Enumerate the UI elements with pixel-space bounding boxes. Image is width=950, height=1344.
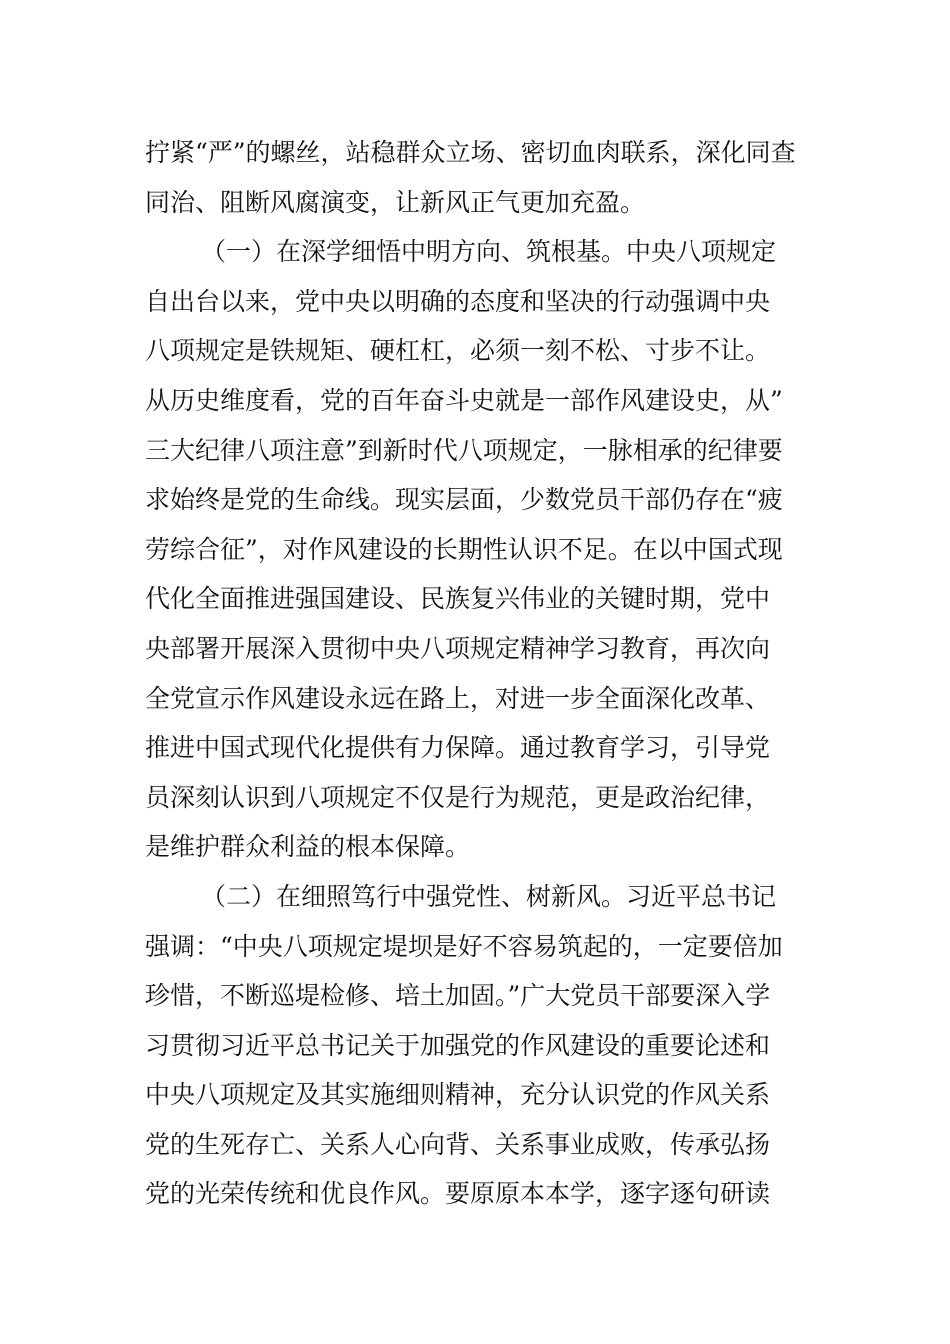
paragraph-heading-2: （二）在细照笃行中强党性、树新风。习近平总书记 [201,881,777,911]
text-line: 八项规定是铁规矩、硬杠杠，必须一刻不松、寸步不让。 [145,336,771,366]
text-line: 求始终是党的生命线。现实层面，少数党员干部仍存在“疲 [145,485,783,515]
paragraph-heading-1: （一）在深学细悟中明方向、筑根基。中央八项规定 [201,237,777,267]
text-line: 党的生死存亡、关系人心向背、关系事业成败，传承弘扬 [145,1129,771,1159]
text-line: 从历史维度看，党的百年奋斗史就是一部作风建设史，从” [145,385,783,415]
text-line: 劳综合征”，对作风建设的长期性认识不足。在以中国式现 [145,534,783,564]
text-line: 珍惜，不断巡堤检修、培土加固。”广大党员干部要深入学 [145,981,771,1011]
text-line: 员深刻认识到八项规定不仅是行为规范，更是政治纪律， [145,782,771,812]
text-line: 代化全面推进强国建设、民族复兴伟业的关键时期，党中 [145,584,771,614]
text-line: 推进中国式现代化提供有力保障。通过教育学习，引导党 [145,733,771,763]
text-line: 党的光荣传统和优良作风。要原原本本学，逐字逐句研读 [145,1179,771,1209]
text-line: 习贯彻习近平总书记关于加强党的作风建设的重要论述和 [145,1030,771,1060]
text-line: 中央八项规定及其实施细则精神，充分认识党的作风关系 [145,1080,771,1110]
text-line: 同治、阻断风腐演变，让新风正气更加充盈。 [145,187,646,217]
text-line: 全党宣示作风建设永远在路上，对进一步全面深化改革、 [145,683,771,713]
text-line: 央部署开展深入贯彻中央八项规定精神学习教育，再次向 [145,633,771,663]
text-line: 自出台以来，党中央以明确的态度和坚决的行动强调中央 [145,286,771,316]
text-line: 拧紧“严”的螺丝，站稳群众立场、密切血肉联系，深化同查 [145,138,796,167]
text-line: 是维护群众利益的根本保障。 [145,832,471,862]
text-line: 三大纪律八项注意”到新时代八项规定，一脉相承的纪律要 [145,435,783,465]
document-body [145,128,810,1219]
text-line: 强调：“中央八项规定堤坝是好不容易筑起的，一定要倍加 [145,931,783,961]
